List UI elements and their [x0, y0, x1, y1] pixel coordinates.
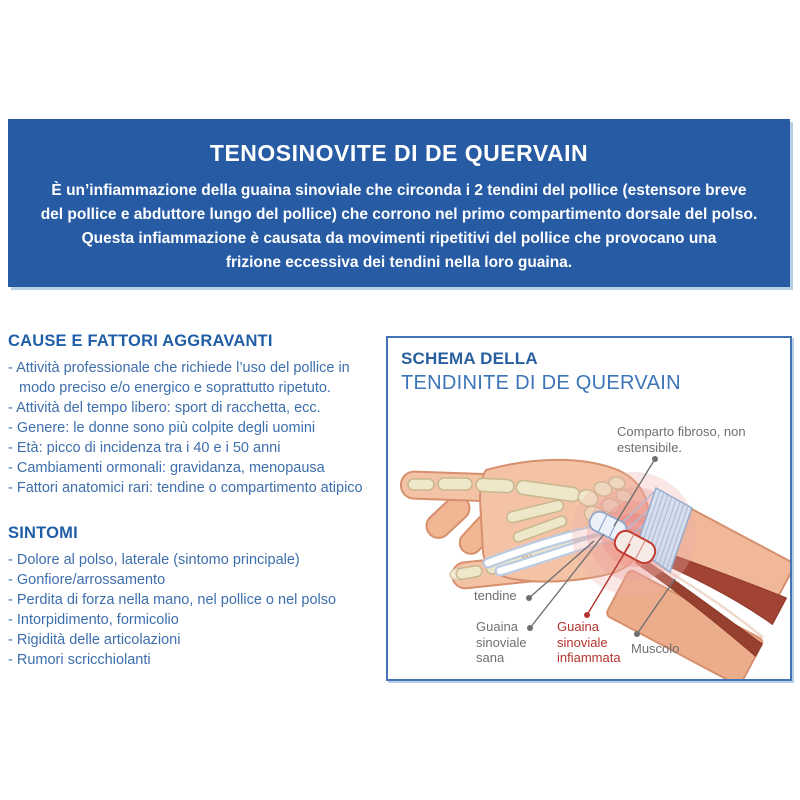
list-item: - Genere: le donne sono più colpite degli uomini	[8, 418, 384, 438]
label-tendine: tendine	[474, 588, 517, 603]
symptoms-list	[8, 550, 384, 670]
list-item: - Fattori anatomici rari: tendine o compartimento atipico	[8, 478, 384, 498]
header-description-line: del pollice e abduttore lungo del pollice) che corrono nel primo compartimento dorsale del polso.	[40, 206, 758, 223]
list-item: - Rigidità delle articolazioni	[8, 630, 384, 650]
list-item: - Attività professionale che richiede l’uso del pollice in modo preciso e/o energico e soprattutto ripetuto.	[8, 358, 384, 398]
label-comparto-fibroso: Comparto fibroso, non estensibile.	[617, 424, 746, 455]
schema-title-line1: SCHEMA DELLA	[401, 349, 538, 368]
header-description-line: frizione eccessiva dei tendini nella loro guaina.	[225, 254, 573, 271]
causes-list	[8, 358, 384, 498]
label-guaina-sinoviale-infiammata: Guaina sinoviale infiammata	[557, 619, 621, 665]
list-item: - Cambiamenti ormonali: gravidanza, menopausa	[8, 458, 384, 478]
list-item: - Età: picco di incidenza tra i 40 e i 50 anni	[8, 438, 384, 458]
causes-section	[8, 332, 384, 498]
list-item: - Perdita di forza nella mano, nel pollice o nel polso	[8, 590, 384, 610]
page-title: TENOSINOVITE DI DE QUERVAIN	[209, 140, 589, 166]
list-item: - Intorpidimento, formicolio	[8, 610, 384, 630]
header-banner	[8, 119, 790, 287]
header-description-line: Questa infiammazione è causata da movimenti ripetitivi del pollice che provocano una	[81, 230, 717, 247]
schema-title-line2: TENDINITE DI DE QUERVAIN	[401, 372, 681, 394]
list-item: - Gonfiore/arrossamento	[8, 570, 384, 590]
header-description-line: È un’infiammazione della guaina sinoviale che circonda i 2 tendini del pollice (estensore breve	[51, 182, 747, 199]
label-guaina-sinoviale-sana: Guaina sinoviale sana	[476, 619, 527, 665]
header-description	[41, 179, 758, 275]
causes-heading: CAUSE E FATTORI AGGRAVANTI	[8, 332, 273, 350]
list-item: - Dolore al polso, laterale (sintomo principale)	[8, 550, 384, 570]
list-item: - Attività del tempo libero: sport di racchetta, ecc.	[8, 398, 384, 418]
left-column	[8, 332, 384, 670]
schema-panel	[386, 336, 792, 681]
schema-title	[401, 349, 681, 395]
symptoms-section	[8, 524, 384, 670]
list-item: - Rumori scricchiolanti	[8, 650, 384, 670]
symptoms-heading: SINTOMI	[8, 524, 78, 542]
label-muscolo: Muscolo	[631, 641, 680, 656]
